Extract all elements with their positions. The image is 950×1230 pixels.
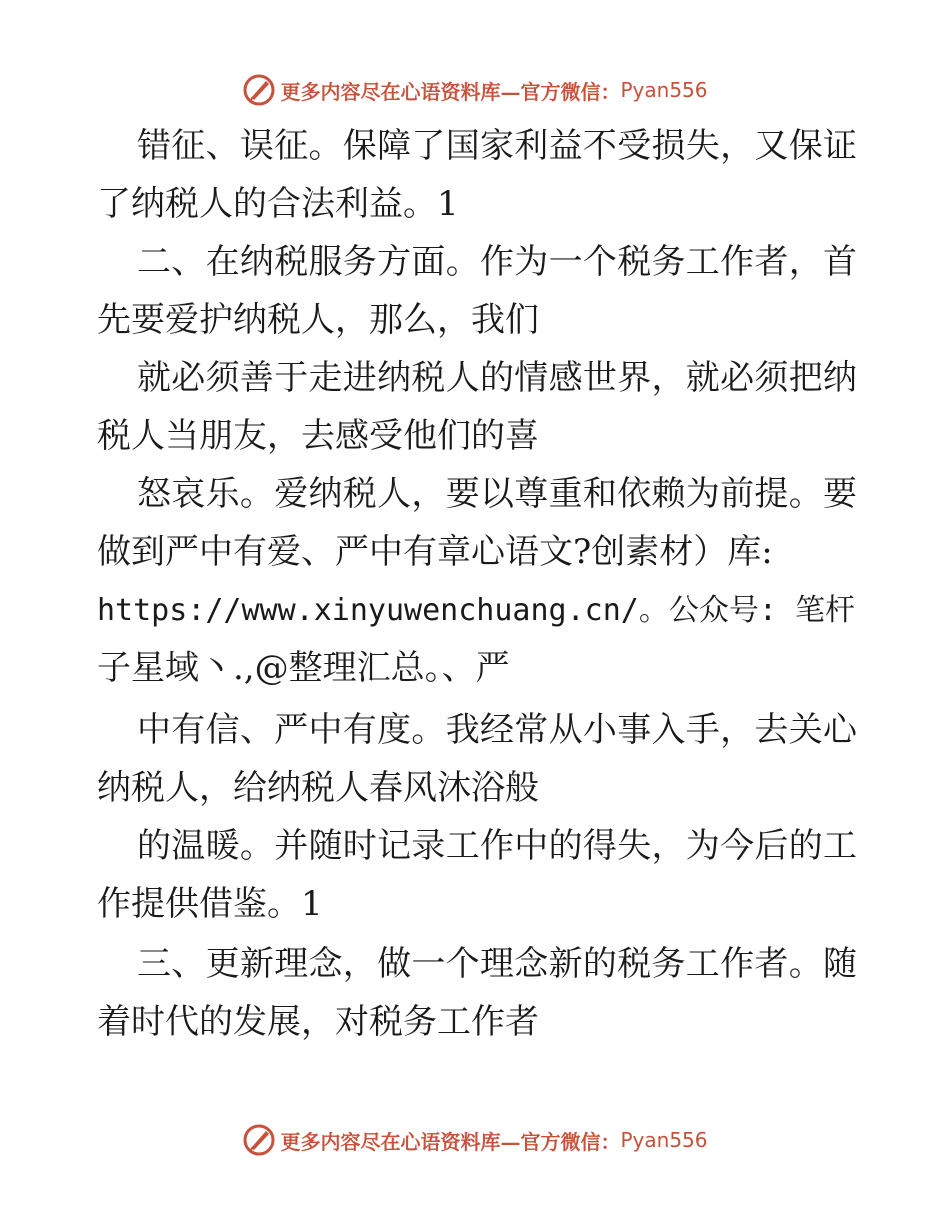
body-line: 先要爱护纳税人，那么，我们: [97, 300, 539, 340]
body-line: 中有信、严中有度。我经常从小事入手，去关心: [137, 710, 857, 750]
footer-banner: [0, 1120, 950, 1160]
body-line: 的温暖。并随时记录工作中的得失，为今后的工: [137, 826, 857, 866]
body-line: 二、在纳税服务方面。作为一个税务工作者，首: [137, 242, 857, 282]
body-line-url: https://www.xinyuwenchuang.cn/。公众号: 笔杆: [97, 593, 855, 628]
banner-text: 更多内容尽在心语资料库—官方微信：: [280, 79, 621, 104]
body-line: 纳税人，给纳税人春风沐浴般: [97, 768, 539, 808]
quill-logo-icon: [242, 1123, 276, 1157]
body-line: 三、更新理念，做一个理念新的税务工作者。随: [137, 944, 857, 984]
banner-wechat-id: Pyan556: [620, 1128, 708, 1152]
body-line: 作提供借鉴。1: [97, 884, 323, 924]
body-line: 怒哀乐。爱纳税人，要以尊重和依赖为前提。要: [137, 474, 857, 514]
body-line: 就必须善于走进纳税人的情感世界，就必须把纳: [137, 358, 857, 398]
banner-text: 更多内容尽在心语资料库—官方微信：: [280, 1129, 621, 1154]
banner-wechat-id: Pyan556: [620, 78, 708, 102]
body-line: 错征、误征。保障了国家利益不受损失，又保证: [137, 126, 857, 166]
body-line: 着时代的发展，对税务工作者: [97, 1002, 539, 1042]
body-line: 税人当朋友，去感受他们的喜: [97, 416, 539, 456]
body-line: 做到严中有爱、严中有章心语文?创素材）库:: [97, 532, 773, 572]
body-line: 了纳税人的合法利益。1: [97, 184, 459, 224]
body-line: 子星域丶.,@整理汇总。、严: [97, 648, 510, 688]
